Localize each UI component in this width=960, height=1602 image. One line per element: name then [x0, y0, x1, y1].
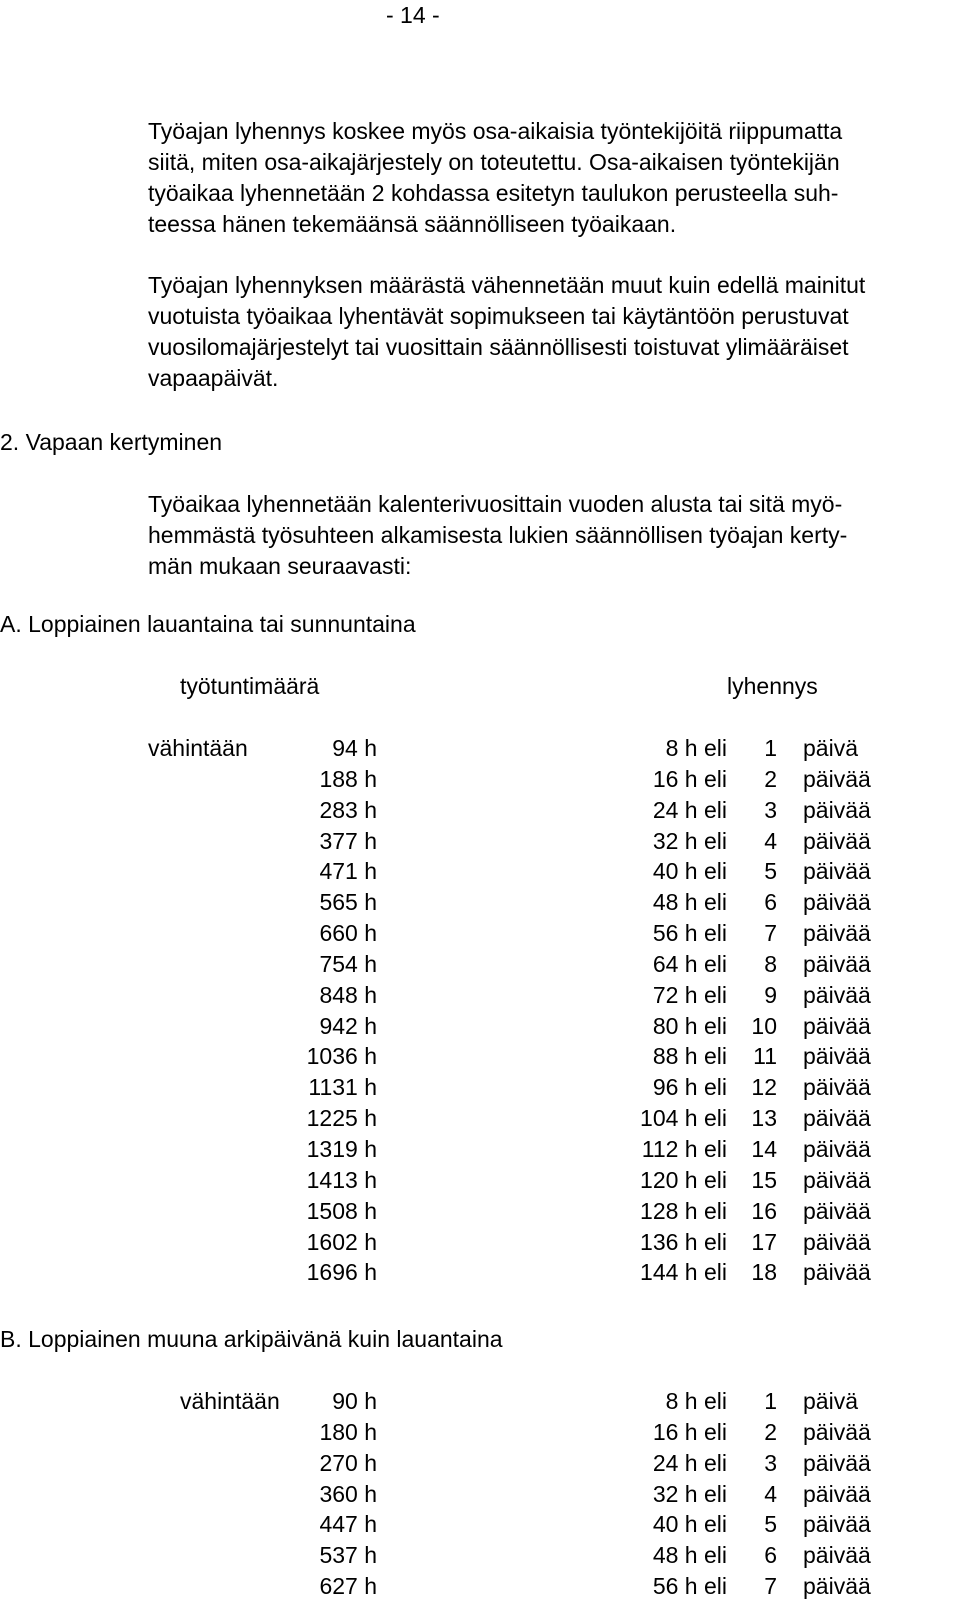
reduction-cell: 40 h eli [652, 858, 727, 885]
reduction-cell: 8 h eli [665, 735, 727, 761]
days-cell: 4 [764, 827, 777, 854]
table-row [0, 1072, 960, 1103]
days-cell: 12 [751, 1074, 777, 1101]
unit-cell: päivää [803, 1511, 871, 1538]
paragraph-deductions [148, 270, 960, 394]
days-cell: 6 [764, 1542, 777, 1569]
table-row [0, 980, 960, 1011]
table-row [0, 949, 960, 980]
days-cell: 5 [764, 858, 777, 885]
days-cell: 16 [751, 1197, 777, 1224]
days-cell: 8 [764, 950, 777, 977]
table-row [0, 1134, 960, 1165]
reduction-cell: 32 h eli [652, 1480, 727, 1507]
table-row [0, 1103, 960, 1134]
column-header-hours: työtuntimäärä [180, 673, 320, 699]
unit-cell: päivää [803, 1197, 871, 1224]
days-cell: 4 [764, 1480, 777, 1507]
days-cell: 2 [764, 1418, 777, 1445]
days-cell: 7 [764, 1573, 777, 1600]
days-cell: 13 [751, 1105, 777, 1132]
table-b-heading: B. Loppiainen muuna arkipäivänä kuin lauantaina [0, 1326, 503, 1352]
hours-cell: 90 h [332, 1388, 377, 1414]
unit-cell: päivää [803, 889, 871, 916]
table-row [0, 1386, 960, 1417]
table-row [0, 1448, 960, 1479]
hours-cell: 1225 h [306, 1105, 377, 1132]
days-cell: 3 [764, 1449, 777, 1476]
table-row [0, 1479, 960, 1510]
reduction-cell: 112 h eli [641, 1135, 727, 1162]
unit-cell: päivä [803, 735, 858, 761]
unit-cell: päivä [803, 1388, 858, 1414]
days-cell: 15 [751, 1166, 777, 1193]
reduction-cell: 88 h eli [652, 1043, 727, 1070]
unit-cell: päivää [803, 1228, 871, 1255]
unit-cell: päivää [803, 858, 871, 885]
unit-cell: päivää [803, 1259, 871, 1286]
hours-cell: 1413 h [306, 1166, 377, 1193]
days-cell: 1 [764, 1388, 777, 1414]
unit-cell: päivää [803, 796, 871, 823]
row-prefix: vähintään [180, 1388, 280, 1414]
hours-cell: 188 h [319, 765, 377, 792]
column-header-reduction: lyhennys [727, 673, 818, 699]
text-line: teessa hänen tekemäänsä säännölliseen työaikaan. [148, 211, 677, 237]
hours-cell: 1602 h [306, 1228, 377, 1255]
text-line: siitä, miten osa-aikajärjestely on toteutettu. Osa-aikaisen työntekijän [148, 149, 840, 175]
reduction-cell: 56 h eli [652, 1573, 727, 1600]
reduction-cell: 80 h eli [652, 1012, 727, 1039]
table-row [0, 1041, 960, 1072]
hours-cell: 627 h [319, 1573, 377, 1600]
unit-cell: päivää [803, 1480, 871, 1507]
text-line: hemmästä työsuhteen alkamisesta lukien säännöllisen työajan kerty- [148, 522, 848, 548]
table-row [0, 826, 960, 857]
hours-cell: 283 h [319, 796, 377, 823]
table-row [0, 1417, 960, 1448]
unit-cell: päivää [803, 1573, 871, 1600]
unit-cell: päivää [803, 1135, 871, 1162]
hours-cell: 942 h [319, 1012, 377, 1039]
unit-cell: päivää [803, 1449, 871, 1476]
days-cell: 3 [764, 796, 777, 823]
hours-cell: 471 h [319, 858, 377, 885]
hours-cell: 180 h [319, 1418, 377, 1445]
hours-cell: 447 h [319, 1511, 377, 1538]
unit-cell: päivää [803, 1542, 871, 1569]
table-row [0, 1196, 960, 1227]
hours-cell: 1319 h [306, 1135, 377, 1162]
table-row [0, 1540, 960, 1571]
table-row [0, 1509, 960, 1540]
reduction-cell: 104 h eli [640, 1105, 727, 1132]
reduction-cell: 24 h eli [652, 796, 727, 823]
unit-cell: päivää [803, 765, 871, 792]
hours-cell: 1131 h [308, 1074, 377, 1101]
days-cell: 17 [751, 1228, 777, 1255]
table-row [0, 1011, 960, 1042]
reduction-cell: 64 h eli [652, 950, 727, 977]
unit-cell: päivää [803, 1166, 871, 1193]
text-line: Työaikaa lyhennetään kalenterivuosittain vuoden alusta tai sitä myö- [148, 491, 843, 517]
table-row [0, 764, 960, 795]
text-line: vapaapäivät. [148, 365, 279, 391]
reduction-cell: 40 h eli [652, 1511, 727, 1538]
days-cell: 18 [751, 1259, 777, 1286]
days-cell: 6 [764, 889, 777, 916]
table-row [0, 795, 960, 826]
hours-cell: 754 h [319, 950, 377, 977]
unit-cell: päivää [803, 981, 871, 1008]
days-cell: 10 [751, 1012, 777, 1039]
hours-cell: 377 h [319, 827, 377, 854]
unit-cell: päivää [803, 1105, 871, 1132]
reduction-cell: 16 h eli [652, 1418, 727, 1445]
table-row [0, 918, 960, 949]
section-heading: 2. Vapaan kertyminen [0, 429, 223, 455]
reduction-cell: 96 h eli [652, 1074, 727, 1101]
days-cell: 9 [764, 981, 777, 1008]
paragraph-part-time [148, 116, 960, 240]
table-a-heading: A. Loppiainen lauantaina tai sunnuntaina [0, 611, 416, 637]
table-row [0, 1257, 960, 1288]
reduction-cell: 144 h eli [640, 1259, 727, 1286]
reduction-cell: 24 h eli [652, 1449, 727, 1476]
table-a [0, 733, 960, 1288]
reduction-cell: 8 h eli [665, 1388, 727, 1414]
days-cell: 5 [764, 1511, 777, 1538]
hours-cell: 1508 h [306, 1197, 377, 1224]
hours-cell: 537 h [319, 1542, 377, 1569]
unit-cell: päivää [803, 1418, 871, 1445]
reduction-cell: 72 h eli [652, 981, 727, 1008]
hours-cell: 94 h [332, 735, 377, 761]
hours-cell: 565 h [319, 889, 377, 916]
page-number: - 14 - [386, 2, 440, 28]
unit-cell: päivää [803, 1012, 871, 1039]
reduction-cell: 120 h eli [640, 1166, 727, 1193]
unit-cell: päivää [803, 1043, 871, 1070]
days-cell: 14 [751, 1135, 777, 1162]
days-cell: 7 [764, 920, 777, 947]
days-cell: 2 [764, 765, 777, 792]
hours-cell: 1696 h [306, 1259, 377, 1286]
table-b [0, 1386, 960, 1602]
hours-cell: 848 h [319, 981, 377, 1008]
text-line: vuosilomajärjestelyt tai vuosittain säännöllisesti toistuvat ylimääräiset [148, 334, 849, 360]
table-row [0, 733, 960, 764]
hours-cell: 660 h [319, 920, 377, 947]
reduction-cell: 48 h eli [652, 889, 727, 916]
table-row [0, 1165, 960, 1196]
unit-cell: päivää [803, 1074, 871, 1101]
table-row [0, 887, 960, 918]
unit-cell: päivää [803, 950, 871, 977]
unit-cell: päivää [803, 920, 871, 947]
text-line: vuotuista työaikaa lyhentävät sopimukseen tai käytäntöön perustuvat [148, 303, 849, 329]
text-line: män mukaan seuraavasti: [148, 553, 412, 579]
hours-cell: 270 h [319, 1449, 377, 1476]
text-line: Työajan lyhennys koskee myös osa-aikaisia työntekijöitä riippumatta [148, 118, 843, 144]
reduction-cell: 16 h eli [652, 765, 727, 792]
paragraph-accrual-intro [148, 489, 960, 582]
row-prefix: vähintään [148, 735, 248, 761]
reduction-cell: 56 h eli [652, 920, 727, 947]
text-line: Työajan lyhennyksen määrästä vähennetään muut kuin edellä mainitut [148, 272, 866, 298]
table-row [0, 856, 960, 887]
unit-cell: päivää [803, 827, 871, 854]
reduction-cell: 48 h eli [652, 1542, 727, 1569]
hours-cell: 360 h [319, 1480, 377, 1507]
reduction-cell: 32 h eli [652, 827, 727, 854]
days-cell: 1 [764, 735, 777, 761]
table-row [0, 1571, 960, 1602]
reduction-cell: 128 h eli [640, 1197, 727, 1224]
hours-cell: 1036 h [306, 1043, 377, 1070]
reduction-cell: 136 h eli [640, 1228, 727, 1255]
text-line: työaikaa lyhennetään 2 kohdassa esitetyn taulukon perusteella suh- [148, 180, 839, 206]
table-row [0, 1227, 960, 1258]
days-cell: 11 [753, 1043, 777, 1070]
